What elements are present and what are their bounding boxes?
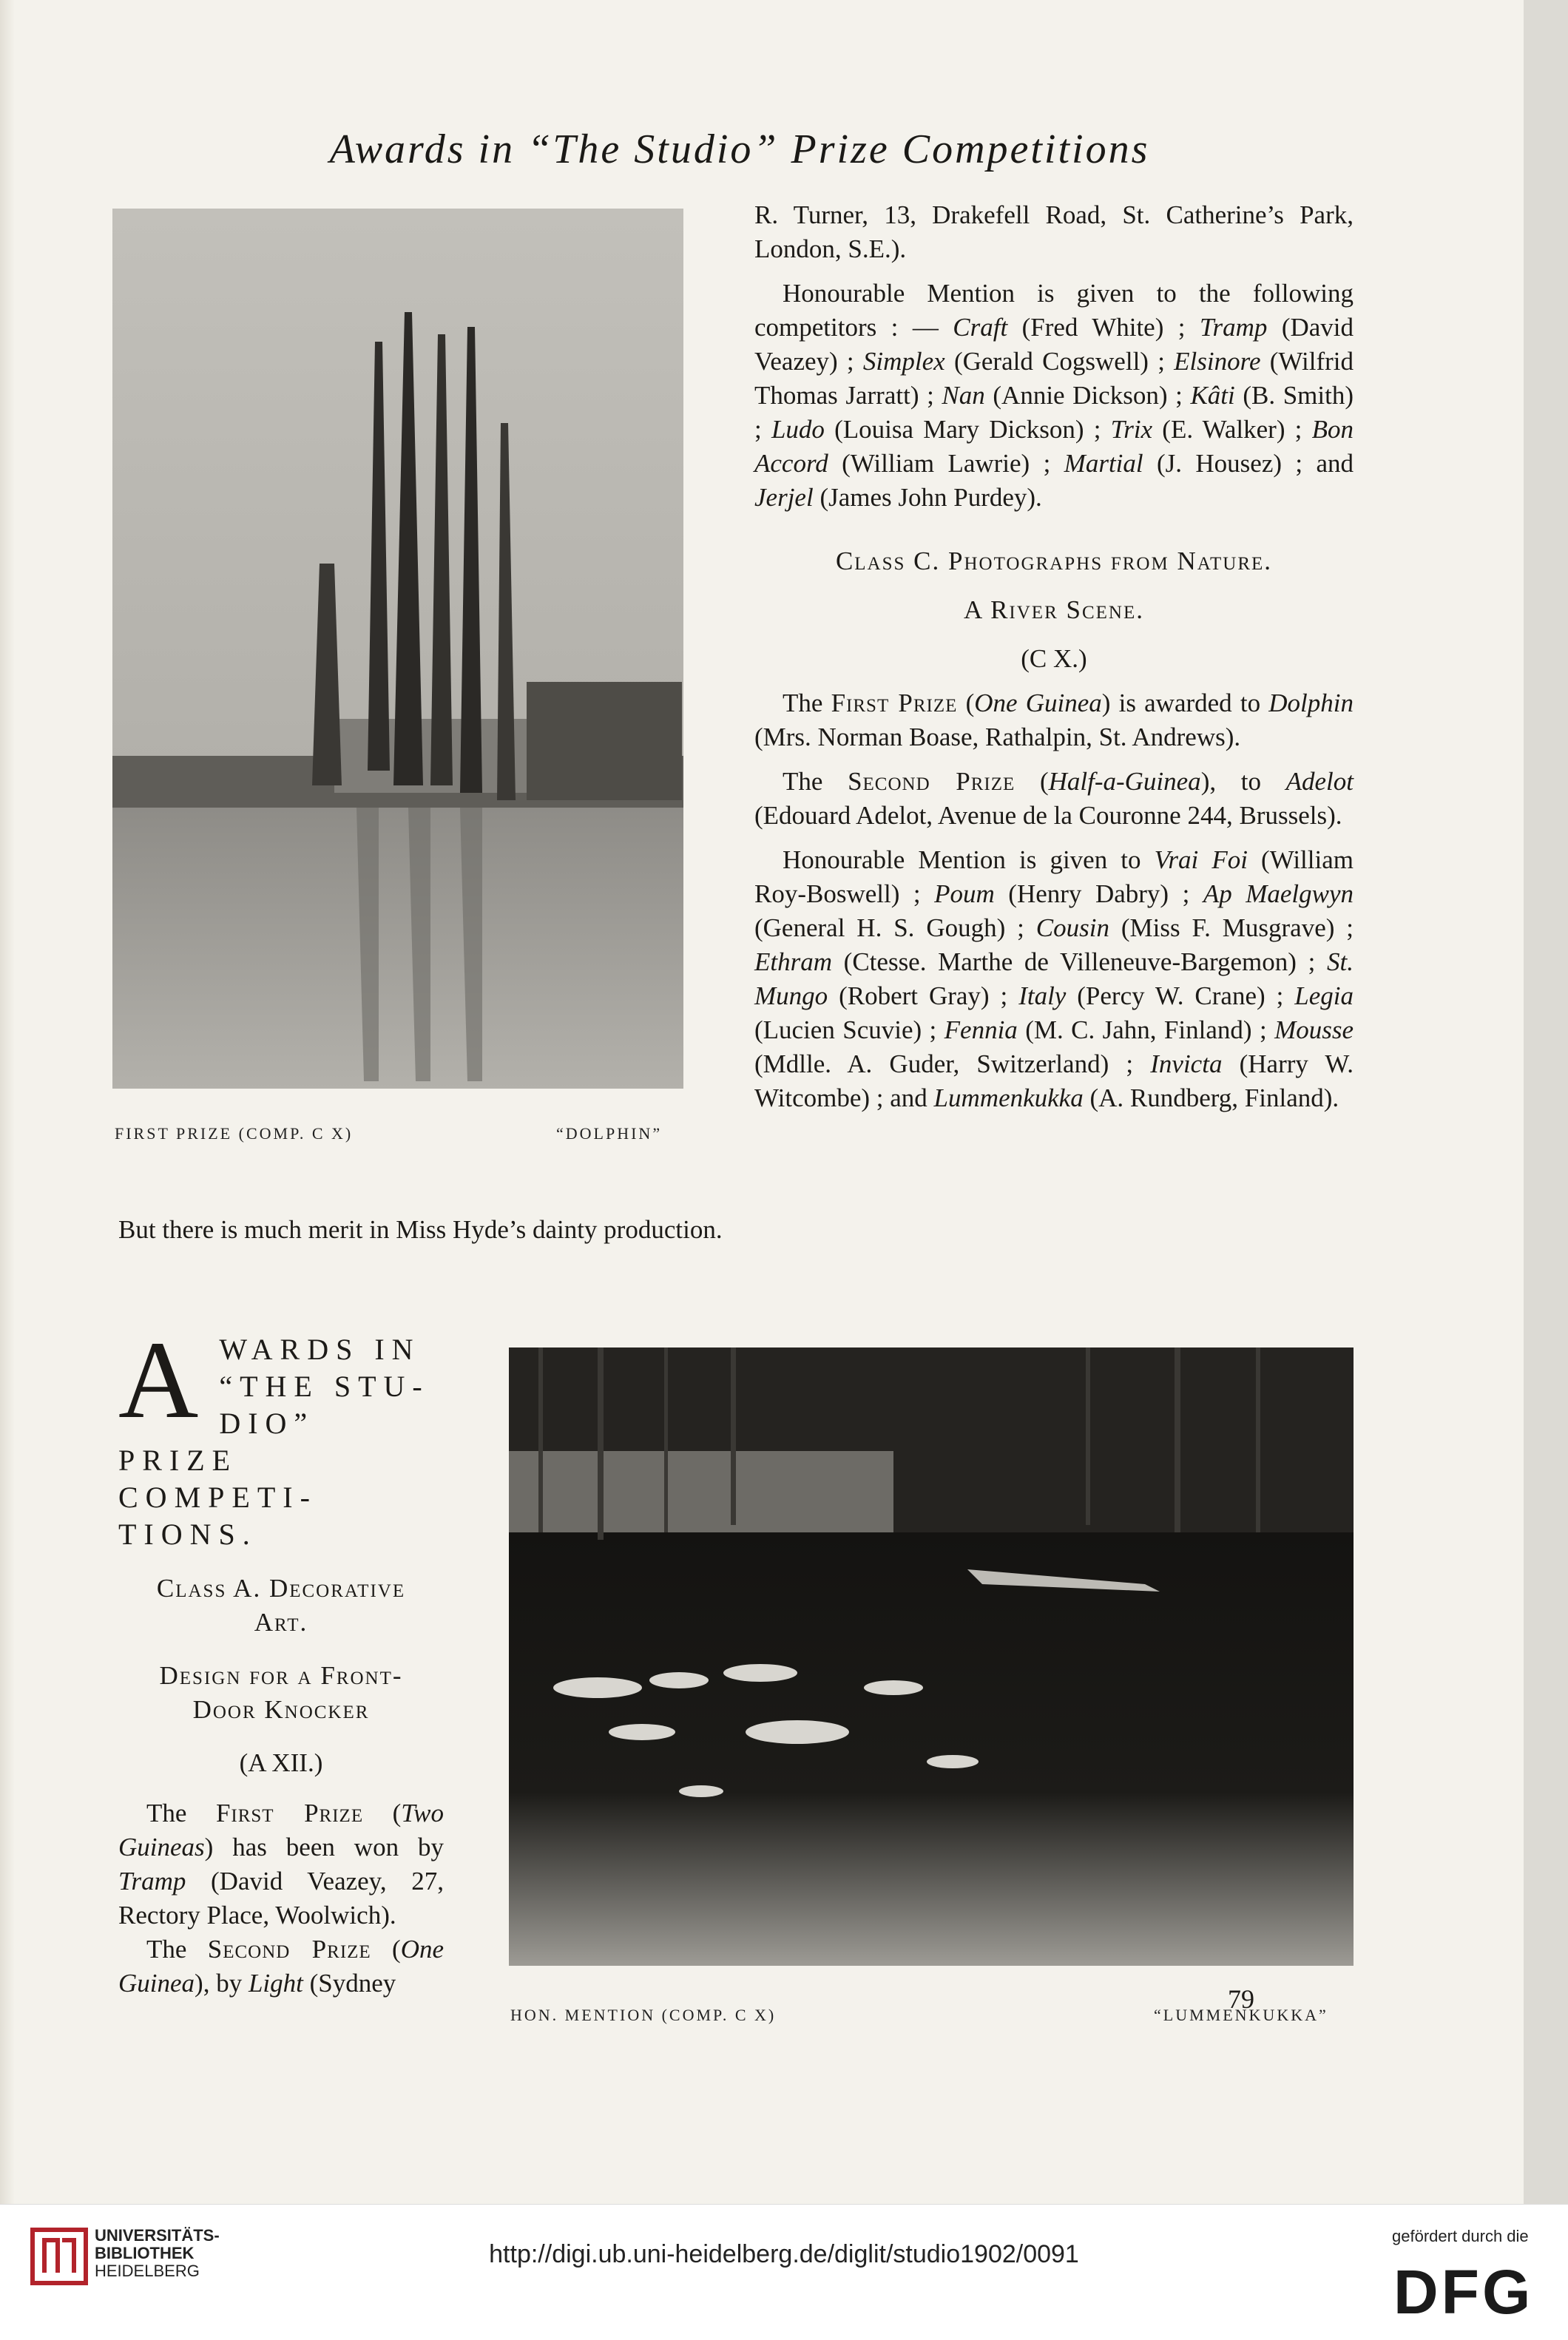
left-column-para (118, 1213, 725, 1247)
drop-cap-letter: A (118, 1319, 206, 1441)
class-c-code: (C X.) (1021, 644, 1087, 673)
page-number: 79 (1228, 1984, 1254, 2014)
section-title (118, 1319, 444, 1553)
photo-dolphin-image (112, 209, 683, 1089)
page-edge (1524, 0, 1568, 2204)
section-title-rest: WARDS IN “THE STU-DIO” PRIZE COMPETI-TIONS. (118, 1333, 430, 1551)
class-a-heading-1: Class A. Decorative (156, 1574, 406, 1603)
class-c-honourable-mention: Honourable Mention is given to Vrai Foi (William Roy-Boswell) ; Poum (Henry Dabry) ; Ap Maelgwyn (General H. S. Gough) ; Cousin (Miss F. Musgrave) ; Ethram (Ctesse. Marthe de Villeneuve-Bargemon) ; St. Mungo (Robert Gray) ; Italy (Percy W. Crane) ; Legia (Lucien Scuvie) ; Fennia (M. C. Jahn, Finland) ; Mousse (Mdlle. A. Guder, Switzerland) ; Invicta (Harry W. Witcombe) ; and Lummenkukka (A. Rundberg, Finland). (754, 845, 1354, 1112)
right-column (754, 198, 1354, 1115)
class-a-design-2: Door Knocker (192, 1695, 370, 1724)
class-a-heading-2: Art. (254, 1608, 308, 1637)
running-head: Awards in “The Studio” Prize Competitions (329, 126, 1150, 172)
page-gutter (0, 0, 15, 2204)
photo-lummenkukka-image (509, 1347, 1354, 1966)
university-library-name: UNIVERSITÄTS- BIBLIOTHEK HEIDELBERG (95, 2226, 220, 2280)
funding-note: gefördert durch die (1392, 2227, 1529, 2245)
class-a-honourable-mention: Honourable Mention is given to the following competitors : — Craft (Fred White) ; Tramp (David Veazey) ; Simplex (Gerald Cogswell) ; Elsinore (Wilfrid Thomas Jarratt) ; Nan (Annie Dickson) ; Kâti (B. Smith) ; Ludo (Louisa Mary Dickson) ; Trix (E. Walker) ; Bon Accord (William Lawrie) ; Martial (J. Housez) ; and Jerjel (James John Purdey). (754, 279, 1354, 512)
photo-lummenkukka-caption-right: “LUMMENKUKKA” (1154, 2006, 1328, 2024)
class-c-first-prize: The First Prize (One Guinea) is awarded to Dolphin (Mrs. Norman Boase, Rathalpin, St. Andrews). (754, 689, 1354, 751)
class-c-second-prize: The Second Prize (Half-a-Guinea), to Adelot (Edouard Adelot, Avenue de la Couronne 244, Brussels). (754, 767, 1354, 830)
class-a-design-1: Design for a Front- (159, 1661, 403, 1690)
photo-lummenkukka (509, 1347, 1354, 1966)
class-a-code: (A XII.) (239, 1748, 323, 1777)
class-a-second-prize: The Second Prize (One Guinea), by Light (Sydney (118, 1935, 444, 1998)
photo-lummenkukka-caption-left: HON. MENTION (COMP. C X) (510, 2006, 777, 2024)
photo-dolphin-caption-left: FIRST PRIZE (COMP. C X) (115, 1124, 354, 1143)
photo-dolphin-caption-right: “DOLPHIN” (556, 1124, 663, 1143)
photo-dolphin (112, 209, 683, 1089)
river-scene-heading: A River Scene. (963, 595, 1144, 624)
class-a-first-prize: The First Prize (Two Guineas) has been won by Tramp (David Veazey, 27, Rectory Place, Woolwich). (118, 1799, 444, 1930)
class-a-column (118, 1572, 444, 2001)
footer-bar (0, 2204, 1568, 2340)
continuation-text: R. Turner, 13, Drakefell Road, St. Catherine’s Park, London, S.E.). (754, 200, 1354, 263)
class-c-heading: Class C. Photographs from Nature. (835, 547, 1273, 575)
permalink-url[interactable]: http://digi.ub.uni-heidelberg.de/diglit/studio1902/0091 (489, 2240, 1079, 2268)
left-para: But there is much merit in Miss Hyde’s dainty production. (118, 1215, 723, 1244)
dfg-logo: DFG (1393, 2257, 1534, 2327)
